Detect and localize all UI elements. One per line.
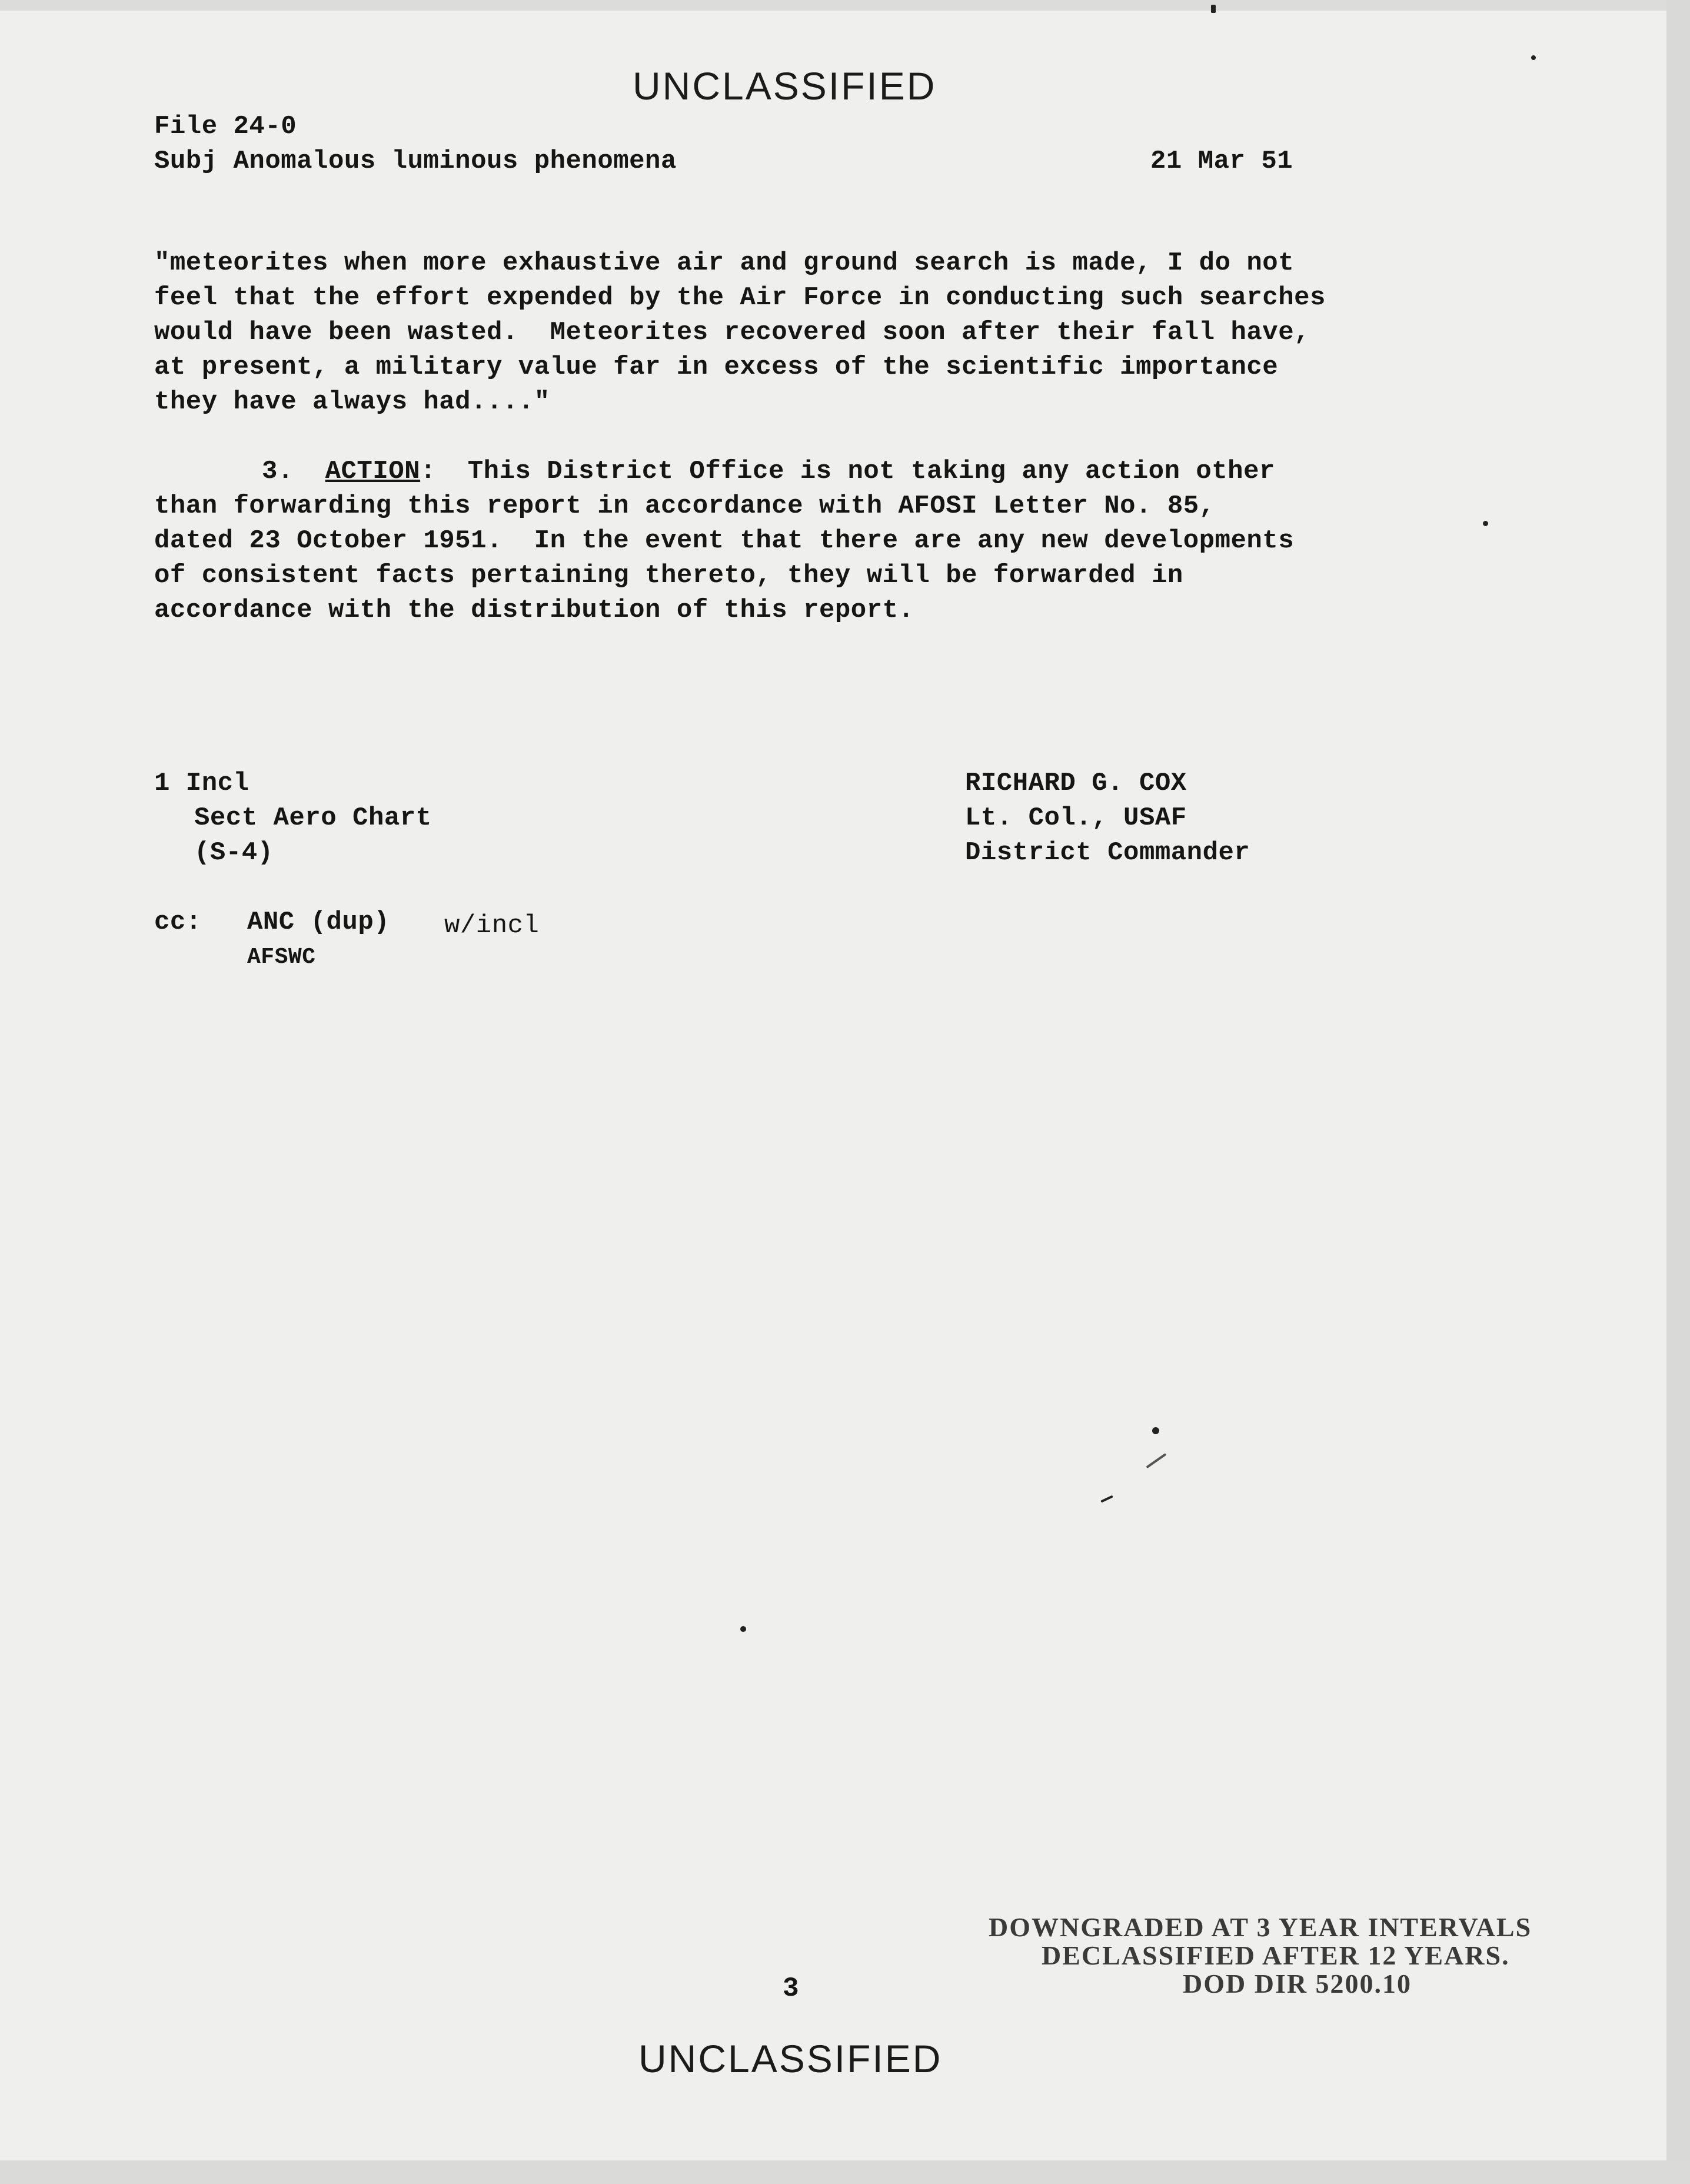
action-first-line-text: : This District Office is not taking any action other — [420, 457, 1275, 486]
scan-speck — [740, 1626, 746, 1632]
subject-line: Subj Anomalous luminous phenomena — [154, 147, 677, 176]
action-first-line — [262, 454, 1275, 489]
inclosure-count: 1 Incl — [154, 769, 249, 798]
scan-mark — [1100, 1495, 1113, 1503]
inclosure-classification: (S-4) — [194, 838, 274, 867]
action-heading: ACTION — [325, 457, 421, 486]
classification-stamp-bottom: UNCLASSIFIED — [638, 2037, 943, 2080]
document-date: 21 Mar 51 — [1150, 147, 1293, 176]
signer-rank: Lt. Col., USAF — [965, 803, 1187, 833]
scan-speck — [1211, 5, 1216, 13]
scan-speck — [1152, 1427, 1159, 1434]
scan-edge-bottom — [0, 2160, 1690, 2184]
quote-line: "meteorites when more exhaustive air and ground search is made, I do not — [154, 248, 1295, 278]
paragraph-number: 3. — [262, 457, 294, 486]
scan-edge-right — [1666, 0, 1690, 2184]
page-number: 3 — [783, 1973, 800, 2004]
scan-edge-top — [0, 0, 1690, 11]
cc-recipient: AFSWC — [247, 945, 316, 970]
scan-mark — [1146, 1453, 1166, 1468]
action-line: dated 23 October 1951. In the event that there are any new developments — [154, 526, 1295, 556]
signer-name: RICHARD G. COX — [965, 769, 1187, 798]
cc-recipient: ANC (dup) — [247, 907, 390, 937]
quote-line: would have been wasted. Meteorites recovered soon after their fall have, — [154, 318, 1310, 347]
directive-line: DOD DIR 5200.10 — [1183, 1969, 1412, 1999]
cc-note: w/incl — [444, 911, 540, 940]
quote-line: they have always had...." — [154, 387, 550, 417]
quote-line: at present, a military value far in excess of the scientific importance — [154, 353, 1279, 382]
action-line: than forwarding this report in accordance with AFOSI Letter No. 85, — [154, 491, 1215, 521]
declassify-line: DECLASSIFIED AFTER 12 YEARS. — [1042, 1940, 1510, 1970]
scan-speck — [1483, 521, 1488, 526]
signer-title: District Commander — [965, 838, 1250, 867]
cc-label: cc: — [154, 907, 202, 937]
scan-speck — [1531, 55, 1536, 60]
quote-line: feel that the effort expended by the Air Force in conducting such searches — [154, 283, 1326, 313]
classification-stamp-top: UNCLASSIFIED — [633, 64, 937, 108]
inclosure-item: Sect Aero Chart — [194, 803, 432, 833]
file-number: File 24-0 — [154, 112, 297, 141]
action-line: accordance with the distribution of this report. — [154, 596, 914, 625]
downgrade-line: DOWNGRADED AT 3 YEAR INTERVALS — [989, 1912, 1532, 1942]
action-line: of consistent facts pertaining thereto, they will be forwarded in — [154, 561, 1183, 590]
